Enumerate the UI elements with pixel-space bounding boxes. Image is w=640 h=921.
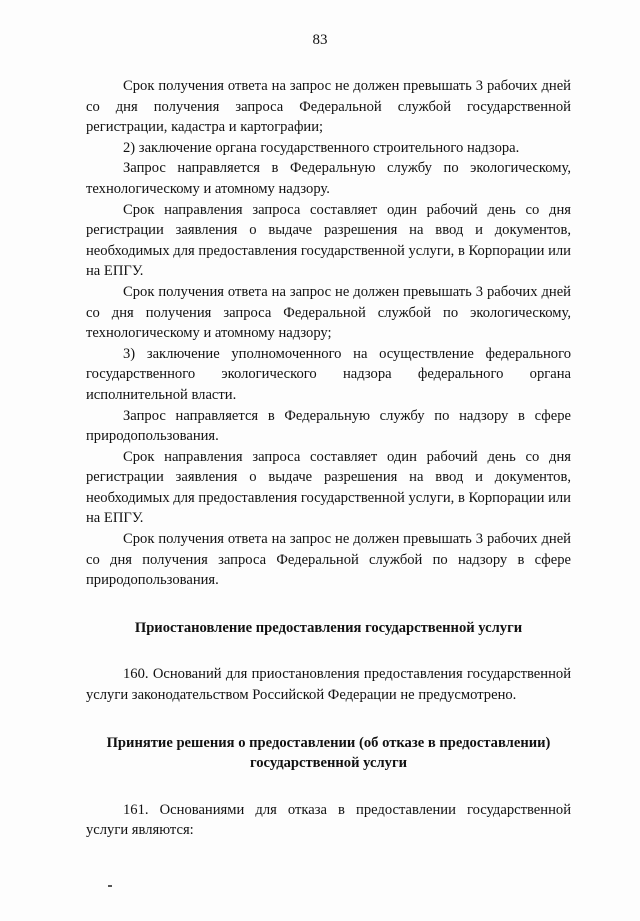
heading-suspension: Приостановление предоставления государственной услуги <box>134 619 523 636</box>
document-body <box>86 76 571 841</box>
paragraph-response-deadline-rostekhnadzor: Срок получения ответа на запрос не должен превышать 3 рабочих дней со дня получения запроса Федеральной службой по экологическому, технологическому и атомному надзору; <box>86 283 571 342</box>
page-number: 83 <box>312 32 328 48</box>
paragraph-response-deadline-rosreestr: Срок получения ответа на запрос не должен превышать 3 рабочих дней со дня получения запроса Федеральной службой государственной регистрации, кадастра и картографии; <box>86 78 571 136</box>
paragraph-160: 160. Оснований для приостановления предоставления государственной услуги законодательством Российской Федерации не предусмотрено. <box>86 666 571 704</box>
paragraph-161: 161. Основаниями для отказа в предоставлении государственной услуги являются: <box>86 801 571 839</box>
scan-artifact-mark <box>108 885 112 887</box>
paragraph-request-rostekhnadzor: Запрос направляется в Федеральную службу по экологическому, технологическому и атомному надзору. <box>86 160 571 197</box>
paragraph-request-rosprirodnadzor: Запрос направляется в Федеральную службу по надзору в сфере природопользования. <box>86 407 571 445</box>
heading-decision: Принятие решения о предоставлении (об отказе в предоставлении) государственной услуги <box>106 734 551 772</box>
paragraph-request-deadline-2: Срок направления запроса составляет один рабочий день со дня регистрации заявления о выдаче разрешения на ввод и документов, необходимых для предоставления государственной услуги, в Корпорации или на ЕПГУ. <box>86 448 571 527</box>
paragraph-response-deadline-rosprirodnadzor: Срок получения ответа на запрос не должен превышать 3 рабочих дней со дня получения запроса Федеральной службой по надзору в сфере природопользования. <box>86 531 571 589</box>
paragraph-construction-supervision: 2) заключение органа государственного строительного надзора. <box>123 139 520 156</box>
paragraph-request-deadline-1: Срок направления запроса составляет один рабочий день со дня регистрации заявления о выдаче разрешения на ввод и документов, необходимых для предоставления государственной услуги, в Корпорации или на ЕПГУ. <box>86 201 571 280</box>
paragraph-ecological-supervision: 3) заключение уполномоченного на осуществление федерального государственного экологического надзора федерального органа исполнительной власти. <box>86 345 571 403</box>
